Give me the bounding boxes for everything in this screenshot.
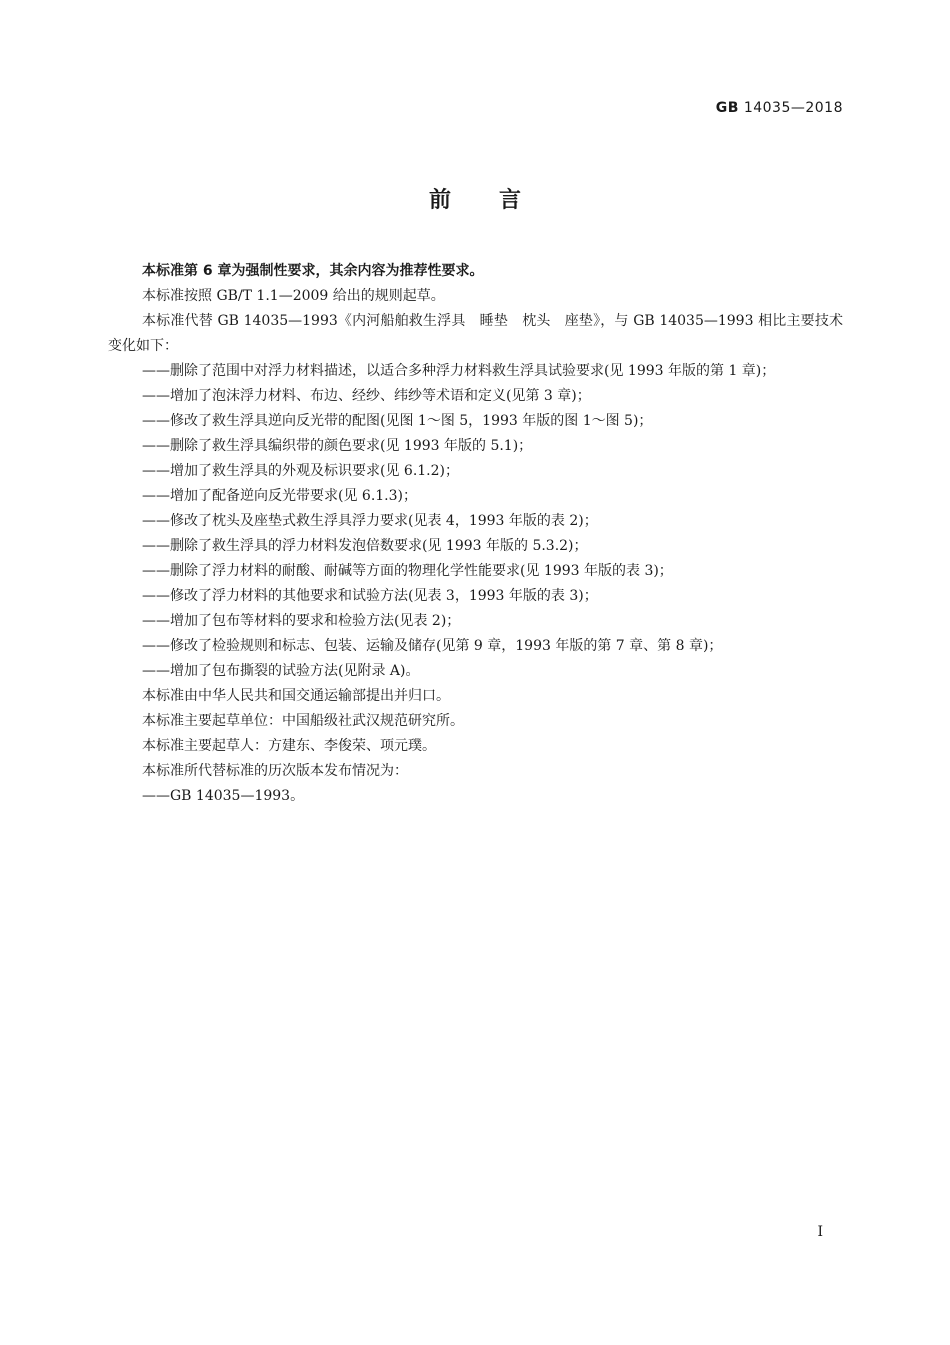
drafting-rules-paragraph: 本标准按照 GB/T 1.1—2009 给出的规则起草。 <box>142 288 445 304</box>
standard-code-prefix: GB <box>715 100 739 116</box>
change-item: ——修改了枕头及座垫式救生浮具浮力要求(见表 4，1993 年版的表 2)； <box>142 513 598 529</box>
change-item: ——修改了检验规则和标志、包装、运输及储存(见第 9 章，1993 年版的第 7 章、第 8 章)； <box>142 638 723 654</box>
change-item: ——删除了浮力材料的耐酸、耐碱等方面的物理化学性能要求(见 1993 年版的表 3)； <box>142 563 673 579</box>
change-item: ——删除了救生浮具的浮力材料发泡倍数要求(见 1993 年版的 5.3.2)； <box>142 538 588 554</box>
replacement-paragraph: 本标准代替 GB 14035—1993《内河船舶救生浮具 睡垫 枕头 座垫》，与 GB 14035—1993 相比主要技术变化如下： <box>108 313 843 354</box>
change-item: ——删除了范围中对浮力材料描述，以适合多种浮力材料救生浮具试验要求(见 1993 年版的第 1 章)； <box>142 363 776 379</box>
change-item: ——增加了泡沫浮力材料、布边、经纱、纬纱等术语和定义(见第 3 章)； <box>142 388 591 404</box>
change-item: ——增加了救生浮具的外观及标识要求(见 6.1.2)； <box>142 463 459 479</box>
change-item: ——增加了包布等材料的要求和检验方法(见表 2)； <box>142 613 461 629</box>
change-item: ——增加了包布撕裂的试验方法(见附录 A)。 <box>142 663 420 679</box>
drafting-unit-paragraph: 本标准主要起草单位：中国船级社武汉规范研究所。 <box>142 713 464 729</box>
standard-code <box>716 100 843 116</box>
page-number: I <box>817 1224 823 1240</box>
drafters-paragraph: 本标准主要起草人：方建东、李俊荣、项元璞。 <box>142 738 436 754</box>
change-item: ——删除了救生浮具编织带的颜色要求(见 1993 年版的 5.1)； <box>142 438 533 454</box>
change-item: ——增加了配备逆向反光带要求(见 6.1.3)； <box>142 488 417 504</box>
foreword-content <box>108 259 843 809</box>
change-item: ——修改了救生浮具逆向反光带的配图(见图 1～图 5，1993 年版的图 1～图 5)； <box>142 413 653 429</box>
proposer-paragraph: 本标准由中华人民共和国交通运输部提出并归口。 <box>142 688 450 704</box>
change-item: ——修改了浮力材料的其他要求和试验方法(见表 3，1993 年版的表 3)； <box>142 588 598 604</box>
history-intro-paragraph: 本标准所代替标准的历次版本发布情况为： <box>142 763 408 779</box>
standard-code-number: 14035—2018 <box>738 100 843 116</box>
history-item: ——GB 14035—1993。 <box>142 788 305 804</box>
page-title: 前言 <box>428 188 569 213</box>
mandatory-statement: 本标准第 6 章为强制性要求，其余内容为推荐性要求。 <box>142 263 484 279</box>
